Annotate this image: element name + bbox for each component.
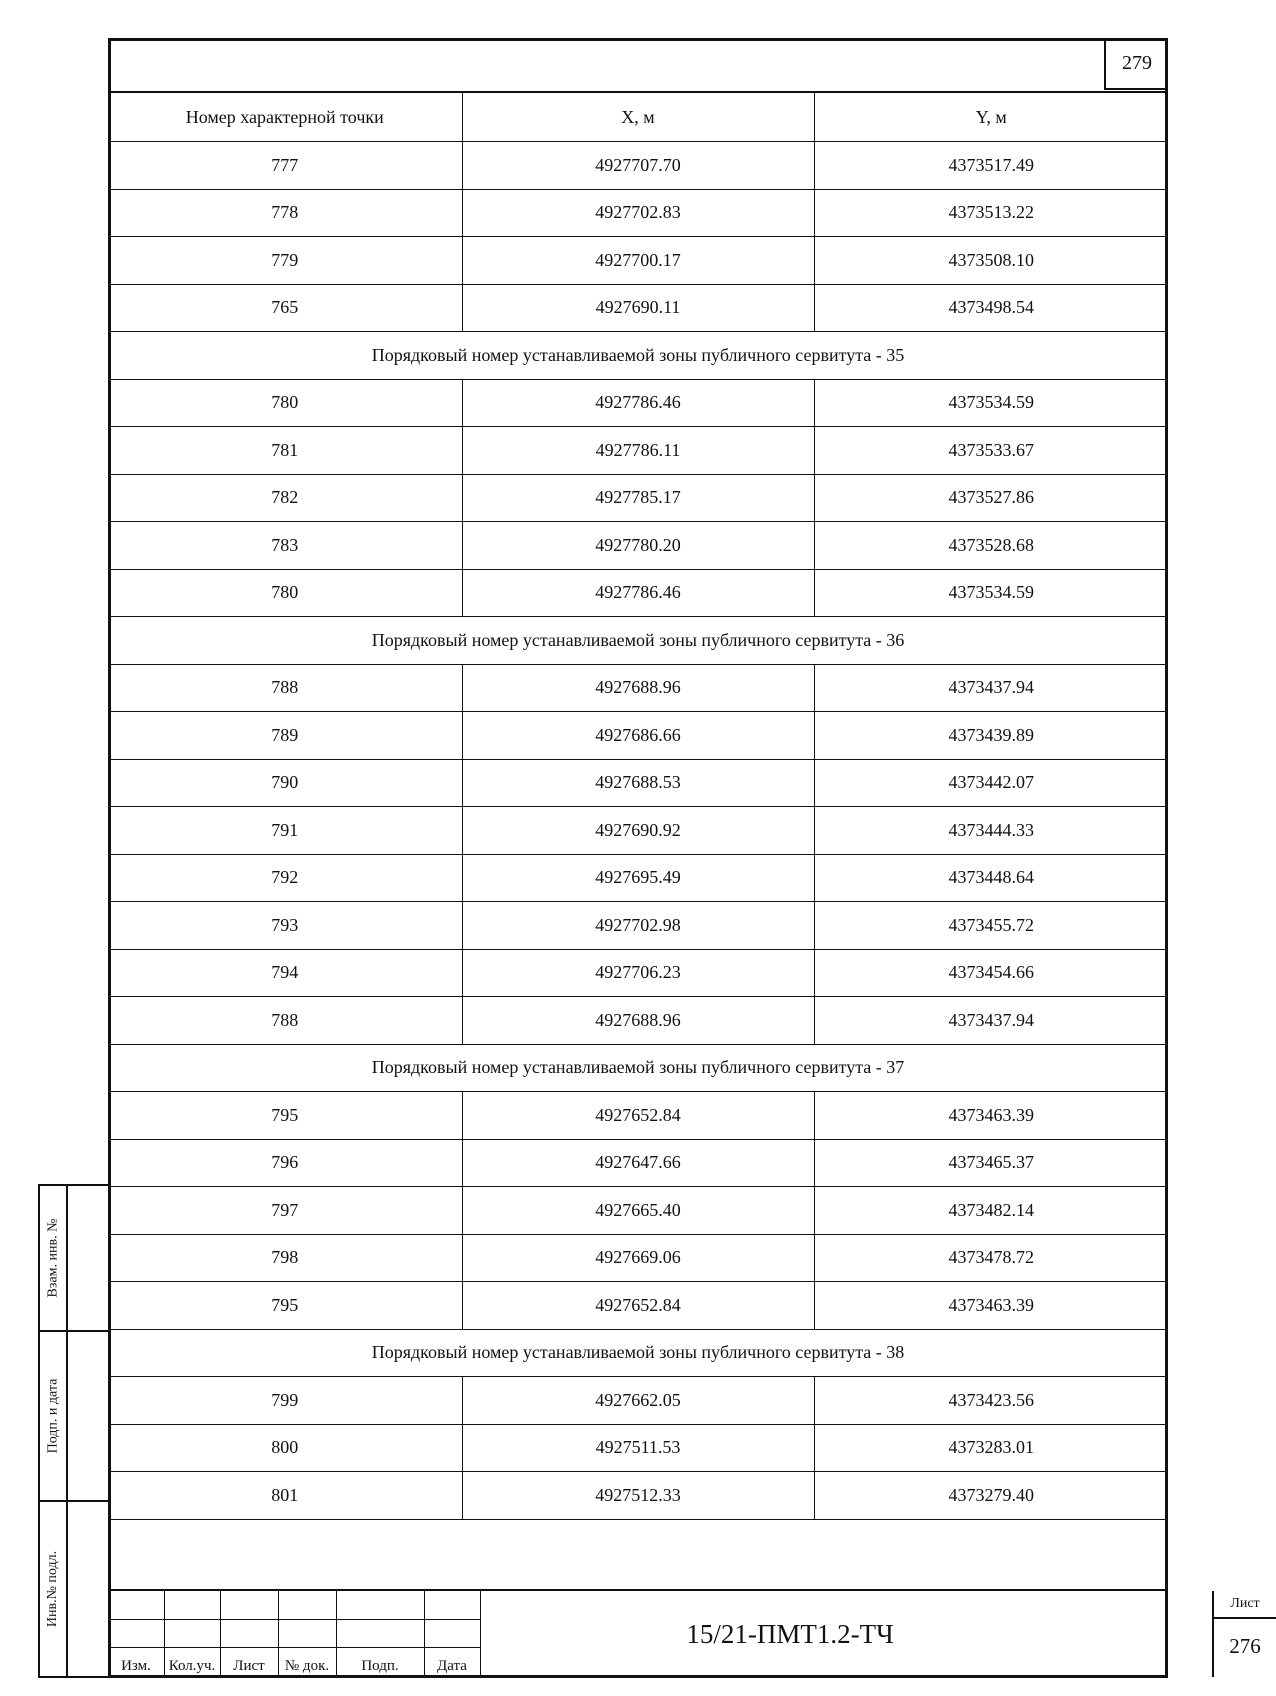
y-coordinate-cell: 4373513.22 (814, 189, 1168, 237)
point-number-cell: 796 (108, 1139, 462, 1187)
point-number-cell: 765 (108, 284, 462, 332)
y-coordinate-cell: 4373528.68 (814, 522, 1168, 570)
header-point-number: Номер характерной точки (108, 92, 462, 142)
point-number-cell: 783 (108, 522, 462, 570)
point-number-cell: 795 (108, 1282, 462, 1330)
side-cell-inv (40, 1502, 108, 1676)
y-coordinate-cell: 4373533.67 (814, 427, 1168, 475)
point-number-cell: 780 (108, 569, 462, 617)
x-coordinate-cell: 4927511.53 (462, 1424, 814, 1472)
table-row (108, 664, 1168, 712)
table-row (108, 1377, 1168, 1425)
y-coordinate-cell: 4373482.14 (814, 1187, 1168, 1235)
x-coordinate-cell: 4927686.66 (462, 712, 814, 760)
point-number-cell: 777 (108, 142, 462, 190)
col-izm: Изм. (121, 1658, 151, 1674)
table-row (108, 474, 1168, 522)
side-label-inv: Инв.№ подл. (45, 1550, 60, 1628)
y-coordinate-cell: 4373437.94 (814, 664, 1168, 712)
point-number-cell: 801 (108, 1472, 462, 1520)
y-coordinate-cell: 4373465.37 (814, 1139, 1168, 1187)
y-coordinate-cell: 4373478.72 (814, 1234, 1168, 1282)
x-coordinate-cell: 4927512.33 (462, 1472, 814, 1520)
x-coordinate-cell: 4927786.11 (462, 427, 814, 475)
page-number-top: 279 (1104, 38, 1168, 90)
table-row (108, 759, 1168, 807)
y-coordinate-cell: 4373517.49 (814, 142, 1168, 190)
x-coordinate-cell: 4927706.23 (462, 949, 814, 997)
y-coordinate-cell: 4373463.39 (814, 1282, 1168, 1330)
point-number-cell: 781 (108, 427, 462, 475)
point-number-cell: 795 (108, 1092, 462, 1140)
point-number-cell: 778 (108, 189, 462, 237)
title-block (108, 1589, 1261, 1678)
side-stamp-strip (38, 1184, 108, 1678)
table-row (108, 997, 1168, 1045)
table-row (108, 1139, 1168, 1187)
sheet-box (1212, 1591, 1276, 1677)
point-number-cell: 792 (108, 854, 462, 902)
point-number-cell: 800 (108, 1424, 462, 1472)
point-number-cell: 788 (108, 664, 462, 712)
x-coordinate-cell: 4927688.96 (462, 664, 814, 712)
section-row (108, 617, 1168, 665)
document-code: 15/21-ПМТ1.2-ТЧ (686, 1618, 894, 1649)
point-number-cell: 798 (108, 1234, 462, 1282)
table-row (108, 902, 1168, 950)
x-coordinate-cell: 4927707.70 (462, 142, 814, 190)
table-row (108, 854, 1168, 902)
x-coordinate-cell: 4927690.11 (462, 284, 814, 332)
table-row (108, 379, 1168, 427)
table-row (108, 807, 1168, 855)
y-coordinate-cell: 4373279.40 (814, 1472, 1168, 1520)
x-coordinate-cell: 4927786.46 (462, 379, 814, 427)
x-coordinate-cell: 4927780.20 (462, 522, 814, 570)
y-coordinate-cell: 4373534.59 (814, 569, 1168, 617)
section-row (108, 1329, 1168, 1377)
y-coordinate-cell: 4373463.39 (814, 1092, 1168, 1140)
x-coordinate-cell: 4927669.06 (462, 1234, 814, 1282)
y-coordinate-cell: 4373437.94 (814, 997, 1168, 1045)
section-row (108, 332, 1168, 380)
table-row (108, 1234, 1168, 1282)
y-coordinate-cell: 4373283.01 (814, 1424, 1168, 1472)
sheet-label: Лист (1214, 1591, 1276, 1619)
side-cell-podp (40, 1332, 108, 1502)
y-coordinate-cell: 4373439.89 (814, 712, 1168, 760)
x-coordinate-cell: 4927786.46 (462, 569, 814, 617)
header-y: Y, м (814, 92, 1168, 142)
x-coordinate-cell: 4927652.84 (462, 1092, 814, 1140)
revision-grid (108, 1591, 480, 1677)
table-row (108, 284, 1168, 332)
col-list: Лист (233, 1658, 265, 1674)
x-coordinate-cell: 4927702.83 (462, 189, 814, 237)
x-coordinate-cell: 4927695.49 (462, 854, 814, 902)
x-coordinate-cell: 4927690.92 (462, 807, 814, 855)
y-coordinate-cell: 4373527.86 (814, 474, 1168, 522)
point-number-cell: 782 (108, 474, 462, 522)
y-coordinate-cell: 4373454.66 (814, 949, 1168, 997)
point-number-cell: 779 (108, 237, 462, 285)
x-coordinate-cell: 4927688.96 (462, 997, 814, 1045)
table-row (108, 1092, 1168, 1140)
table-row (108, 237, 1168, 285)
table-row (108, 1424, 1168, 1472)
y-coordinate-cell: 4373534.59 (814, 379, 1168, 427)
section-row (108, 1044, 1168, 1092)
table-row (108, 142, 1168, 190)
point-number-cell: 790 (108, 759, 462, 807)
section-title: Порядковый номер устанавливаемой зоны публичного сервитута - 36 (108, 617, 1168, 665)
point-number-cell: 789 (108, 712, 462, 760)
table-row (108, 522, 1168, 570)
point-number-cell: 794 (108, 949, 462, 997)
x-coordinate-cell: 4927665.40 (462, 1187, 814, 1235)
point-number-cell: 780 (108, 379, 462, 427)
col-n-dok: № док. (284, 1658, 330, 1674)
section-title: Порядковый номер устанавливаемой зоны публичного сервитута - 35 (108, 332, 1168, 380)
header-x: X, м (462, 92, 814, 142)
side-cell-vzam (40, 1186, 108, 1332)
x-coordinate-cell: 4927700.17 (462, 237, 814, 285)
y-coordinate-cell: 4373455.72 (814, 902, 1168, 950)
col-podp: Подп. (361, 1658, 399, 1674)
table-row (108, 569, 1168, 617)
sheet-number: 276 (1229, 1633, 1261, 1658)
side-label-vzam: Взам. инв. № (45, 1218, 60, 1298)
x-coordinate-cell: 4927662.05 (462, 1377, 814, 1425)
point-number-cell: 791 (108, 807, 462, 855)
x-coordinate-cell: 4927652.84 (462, 1282, 814, 1330)
point-number-cell: 793 (108, 902, 462, 950)
y-coordinate-cell: 4373442.07 (814, 759, 1168, 807)
section-title: Порядковый номер устанавливаемой зоны публичного сервитута - 37 (108, 1044, 1168, 1092)
table-body (108, 142, 1168, 1520)
x-coordinate-cell: 4927688.53 (462, 759, 814, 807)
col-data: Дата (437, 1658, 467, 1674)
point-number-cell: 799 (108, 1377, 462, 1425)
table-row (108, 949, 1168, 997)
table-row (108, 427, 1168, 475)
coordinates-table (108, 91, 1168, 1520)
table-row (108, 1187, 1168, 1235)
y-coordinate-cell: 4373444.33 (814, 807, 1168, 855)
table-row (108, 189, 1168, 237)
col-kol-uch: Кол.уч. (168, 1658, 216, 1674)
table-row (108, 1472, 1168, 1520)
table-row (108, 1282, 1168, 1330)
y-coordinate-cell: 4373448.64 (814, 854, 1168, 902)
table-row (108, 712, 1168, 760)
point-number-cell: 788 (108, 997, 462, 1045)
y-coordinate-cell: 4373423.56 (814, 1377, 1168, 1425)
side-label-podp: Подп. и дата (45, 1378, 61, 1454)
x-coordinate-cell: 4927702.98 (462, 902, 814, 950)
x-coordinate-cell: 4927785.17 (462, 474, 814, 522)
x-coordinate-cell: 4927647.66 (462, 1139, 814, 1187)
section-title: Порядковый номер устанавливаемой зоны публичного сервитута - 38 (108, 1329, 1168, 1377)
y-coordinate-cell: 4373508.10 (814, 237, 1168, 285)
point-number-cell: 797 (108, 1187, 462, 1235)
y-coordinate-cell: 4373498.54 (814, 284, 1168, 332)
table-header-row (108, 92, 1168, 142)
